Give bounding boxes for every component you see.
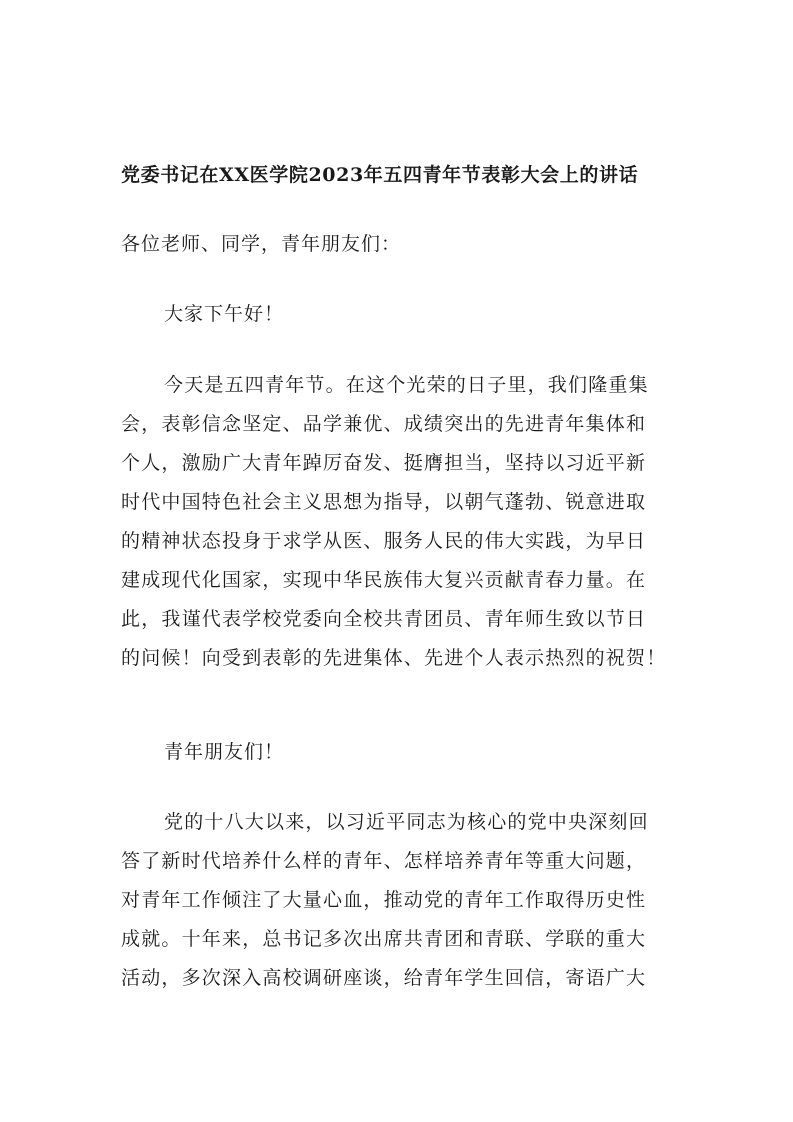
address-young-friends: 青年朋友们！ [164,741,285,763]
paragraph-line: 今天是五四青年节。在这个光荣的日子里，我们隆重集 [164,374,649,396]
paragraph-line: 建成现代化国家，实现中华民族伟大复兴贡献青春力量。在 [121,569,647,591]
paragraph-line: 个人，激励广大青年踔厉奋发、挺膺担当，坚持以习近平新 [121,452,647,474]
document-title: 党委书记在XX医学院2023年五四青年节表彰大会上的讲话 [121,164,639,186]
paragraph-2 [121,803,681,998]
paragraph-1 [121,366,681,678]
paragraph-line: 答了新时代培养什么样的青年、怎样培养青年等重大问题， [121,850,647,872]
paragraph-line: 成就。十年来，总书记多次出席共青团和青联、学联的重大 [121,928,647,950]
paragraph-line: 对青年工作倾注了大量心血，推动党的青年工作取得历史性 [121,889,647,911]
paragraph-line: 活动，多次深入高校调研座谈，给青年学生回信，寄语广大 [121,967,647,989]
paragraph-line: 时代中国特色社会主义思想为指导，以朝气蓬勃、锐意进取 [121,491,647,513]
salutation: 各位老师、同学，青年朋友们： [121,233,402,255]
paragraph-line: 会，表彰信念坚定、品学兼优、成绩突出的先进青年集体和 [121,413,647,435]
paragraph-line: 的问候！向受到表彰的先进集体、先进个人表示热烈的祝贺！ [121,647,667,669]
greeting: 大家下午好！ [164,303,285,325]
paragraph-line: 的精神状态投身于求学从医、服务人民的伟大实践，为早日 [121,530,647,552]
paragraph-line: 此，我谨代表学校党委向全校共青团员、青年师生致以节日 [121,608,647,630]
paragraph-line: 党的十八大以来，以习近平同志为核心的党中央深刻回 [164,811,649,833]
